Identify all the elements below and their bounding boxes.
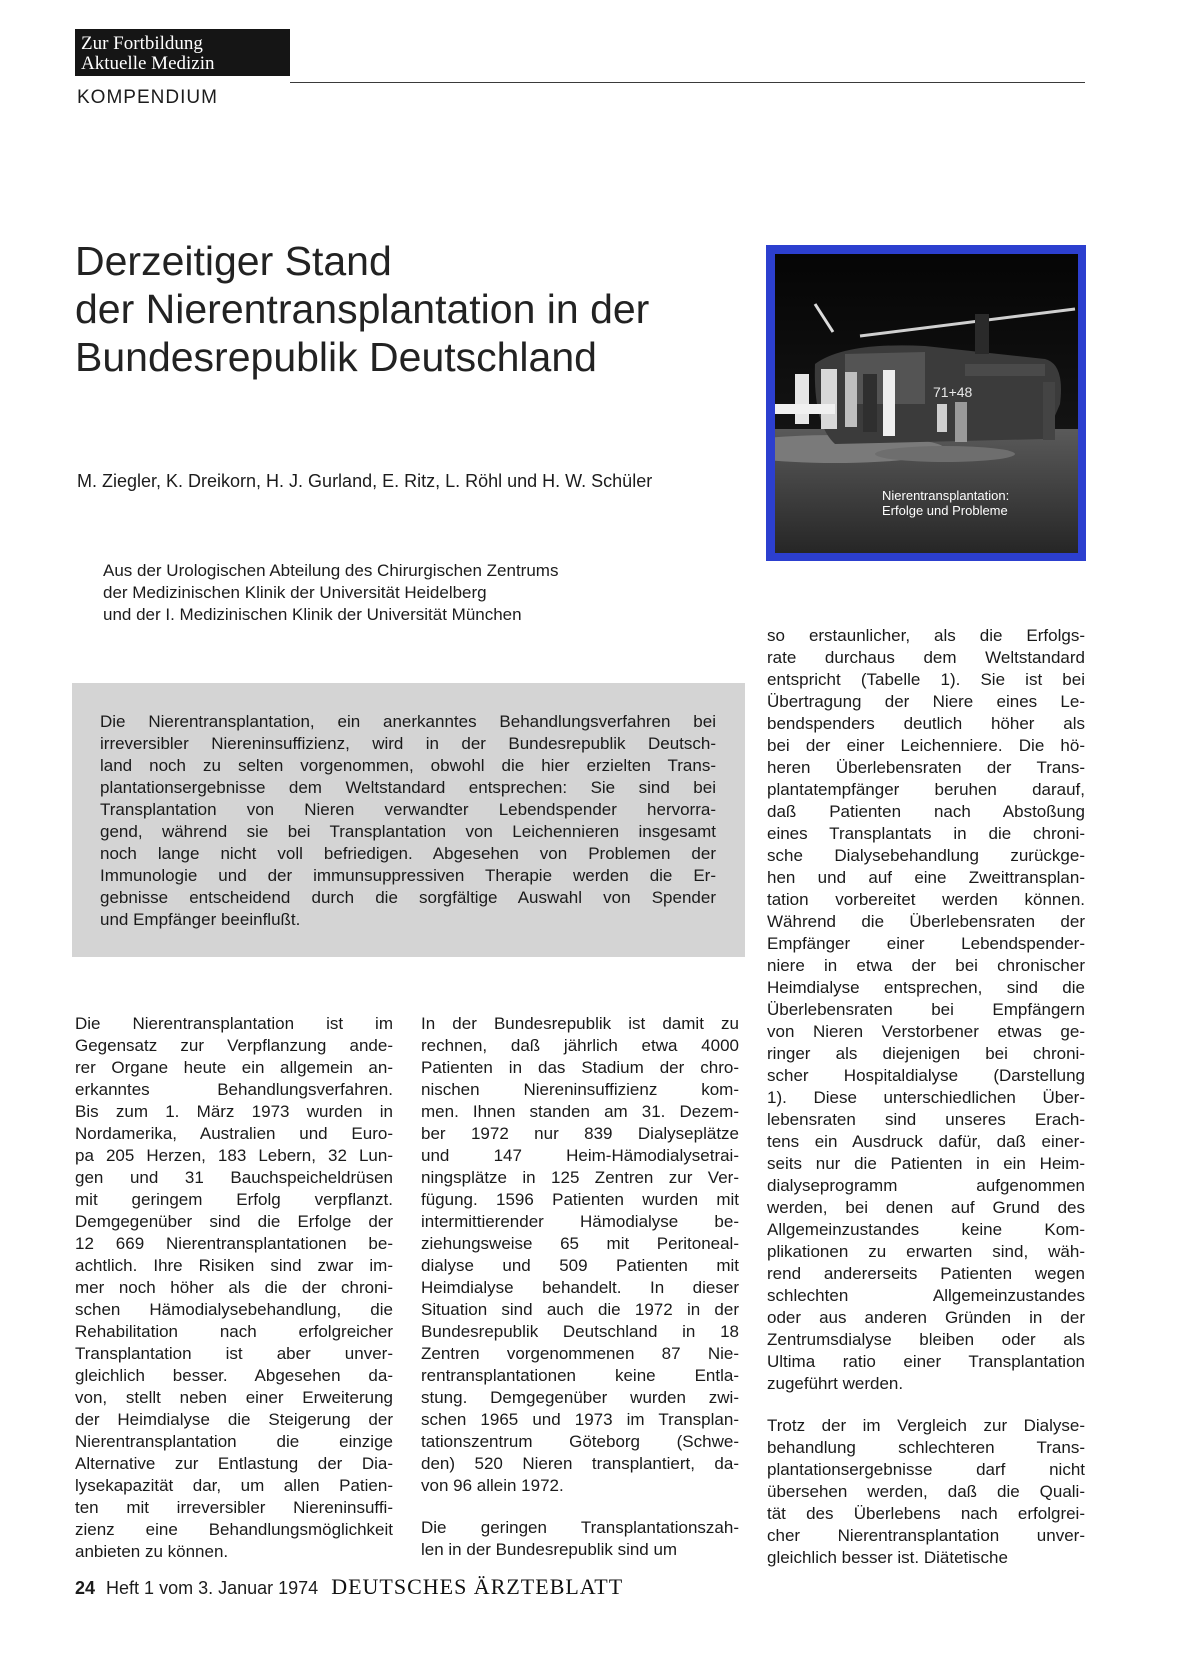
paragraph-gap xyxy=(421,1497,739,1517)
text-line: hen und auf eine Zweittransplan- xyxy=(767,868,1085,887)
text-line: 1). Diese unterschiedlichen Über- xyxy=(767,1088,1085,1107)
text-line: rentransplantationen keine Entla- xyxy=(421,1366,739,1385)
text-line: 12 669 Nierentransplantationen be- xyxy=(75,1234,393,1253)
text-line: eines Transplantats in die chroni- xyxy=(767,824,1085,843)
affiliation-line: und der I. Medizinischen Klinik der Universität München xyxy=(103,605,522,624)
text-line: den) 520 Nieren transplantiert, da- xyxy=(421,1454,739,1473)
text-line: schen Hämodialysebehandlung, die xyxy=(75,1300,393,1319)
text-line: ningsplätze in 125 Zentren zur Ver- xyxy=(421,1168,739,1187)
section-label: KOMPENDIUM xyxy=(77,87,218,108)
text-line: pa 205 Herzen, 183 Lebern, 32 Lun- xyxy=(75,1146,393,1165)
text-line: anbieten zu können. xyxy=(75,1542,229,1561)
abstract-line: Transplantation von Nieren verwandter Lebendspender hervorra- xyxy=(100,800,716,819)
text-line: tation vorbereitet werden können. xyxy=(767,890,1085,909)
affiliation xyxy=(103,560,558,626)
affiliation-line: Aus der Urologischen Abteilung des Chirurgischen Zentrums xyxy=(103,561,559,580)
article-title xyxy=(75,237,765,381)
text-line: gleichlich besser ist. Diätetische xyxy=(767,1548,1008,1567)
text-line: Die Nierentransplantation ist im xyxy=(75,1014,393,1033)
text-line: und 147 Heim-Hämodialysetrai- xyxy=(421,1146,739,1165)
text-line: Situation sind auch die 1972 in der xyxy=(421,1300,739,1319)
page-number: 24 xyxy=(75,1578,96,1598)
text-line: schlechten Allgemeinzustandes xyxy=(767,1286,1085,1305)
text-line: lysekapazität dar, um allen Patien- xyxy=(75,1476,393,1495)
text-line: scher Hospitaldialyse (Darstellung xyxy=(767,1066,1085,1085)
issue-info: Heft 1 vom 3. Januar 1974 xyxy=(106,1578,319,1598)
text-line: rate durchaus dem Weltstandard xyxy=(767,648,1085,667)
text-line: ringer als diejenigen bei chroni- xyxy=(767,1044,1085,1063)
tag-line-1: Zur Fortbildung xyxy=(81,33,203,54)
text-line: nischen Niereninsuffizienz kom- xyxy=(421,1080,739,1099)
caption-line: Nierentransplantation: xyxy=(882,488,1010,503)
text-line: ber 1972 nur 839 Dialyseplätze xyxy=(421,1124,739,1143)
body-column-2 xyxy=(421,1013,739,1561)
text-line: sche Dialysebehandlung zurückge- xyxy=(767,846,1085,865)
text-line: erkanntes Behandlungsverfahren. xyxy=(75,1080,393,1099)
text-line: mer noch höher als die der chroni- xyxy=(75,1278,393,1297)
text-line: rechnen, daß jährlich etwa 4000 xyxy=(421,1036,739,1055)
page-footer xyxy=(75,1574,623,1600)
abstract-line: noch lange nicht voll befriedigen. Abgesehen von Problemen der xyxy=(100,844,716,863)
authors: M. Ziegler, K. Dreikorn, H. J. Gurland, E. Ritz, L. Röhl und H. W. Schüler xyxy=(77,471,653,491)
text-line: bendspenders deutlich höher als xyxy=(767,714,1085,733)
abstract-box xyxy=(72,683,745,957)
abstract-line: Immunologie und der immunsuppressiven Therapie werden die Er- xyxy=(100,866,716,885)
text-line: mit geringem Erfolg verpflanzt. xyxy=(75,1190,393,1209)
text-line: fügung. 1596 Patienten wurden mit xyxy=(421,1190,739,1209)
text-line: so erstaunlicher, als die Erfolgs- xyxy=(767,626,1085,645)
text-line: Ultima ratio einer Transplantation xyxy=(767,1352,1085,1371)
text-line: achtlich. Ihre Risiken sind zwar im- xyxy=(75,1256,393,1275)
text-line: In der Bundesrepublik ist damit zu xyxy=(421,1014,739,1033)
text-line: dialyseprogramm aufgenommen xyxy=(767,1176,1085,1195)
text-line: Trotz der im Vergleich zur Dialyse- xyxy=(767,1416,1085,1435)
text-line: niere in etwa der bei chronischer xyxy=(767,956,1085,975)
aircraft-marking: 71+48 xyxy=(933,384,973,400)
paragraph-gap xyxy=(767,1395,1085,1415)
text-line: ten mit irreversibler Niereninsuffi- xyxy=(75,1498,393,1517)
tag-line-2: Aktuelle Medizin xyxy=(81,53,215,74)
text-line: Bis zum 1. März 1973 wurden in xyxy=(75,1102,393,1121)
text-line: Empfänger einer Lebendspender- xyxy=(767,934,1085,953)
abstract-line: gend, während sie bei Transplantation von Leichennieren insgesamt xyxy=(100,822,716,841)
text-line: Heimdialyse entsprechen, sind die xyxy=(767,978,1085,997)
abstract-line: land noch zu selten vorgenommen, obwohl die hier erzielten Trans- xyxy=(100,756,716,775)
text-line: tens ein Ausdruck dafür, daß einer- xyxy=(767,1132,1085,1151)
text-line: len in der Bundesrepublik sind um xyxy=(421,1540,678,1559)
text-line: ziehungsweise 65 mit Peritoneal- xyxy=(421,1234,739,1253)
text-line: bei der einer Leichenniere. Die hö- xyxy=(767,736,1085,755)
text-line: Allgemeinzustandes keine Kom- xyxy=(767,1220,1085,1239)
text-line: Rehabilitation nach erfolgreicher xyxy=(75,1322,393,1341)
photo-caption xyxy=(882,488,1009,518)
text-line: oder aus anderen Gründen in der xyxy=(767,1308,1085,1327)
text-line: entspricht (Tabelle 1). Sie ist bei xyxy=(767,670,1085,689)
text-line: Alternative zur Entlastung der Dia- xyxy=(75,1454,393,1473)
text-line: Patienten in das Stadium der chro- xyxy=(421,1058,739,1077)
text-line: zienz eine Behandlungsmöglichkeit xyxy=(75,1520,393,1539)
text-line: Zentren vorgenommenen 87 Nie- xyxy=(421,1344,739,1363)
body-column-3 xyxy=(767,625,1085,1569)
text-line: rend andererseits Patienten wegen xyxy=(767,1264,1085,1283)
text-line: plantationsergebnisse darf nicht xyxy=(767,1460,1085,1479)
text-line: gen und 31 Bauchspeicheldrüsen xyxy=(75,1168,393,1187)
text-line: stung. Demgegenüber wurden zwi- xyxy=(421,1388,739,1407)
abstract-text xyxy=(100,711,716,931)
text-line: übersehen werden, daß die Quali- xyxy=(767,1482,1085,1501)
abstract-line: irreversibler Niereninsuffizienz, wird in der Bundesrepublik Deutsch- xyxy=(100,734,716,753)
title-line: Derzeitiger Stand xyxy=(75,238,392,284)
text-line: Nordamerika, Australien und Euro- xyxy=(75,1124,393,1143)
text-line: rer Organe heute ein allgemein an- xyxy=(75,1058,393,1077)
text-line: seits nur die Patienten in ein Heim- xyxy=(767,1154,1085,1173)
abstract-line: Die Nierentransplantation, ein anerkanntes Behandlungsverfahren bei xyxy=(100,712,716,731)
text-line: plikationen zu erwarten sind, wäh- xyxy=(767,1242,1085,1261)
text-line: von 96 allein 1972. xyxy=(421,1476,564,1495)
header-rule xyxy=(290,82,1085,83)
body-column-1 xyxy=(75,1013,393,1563)
section-tag xyxy=(75,29,290,76)
text-line: schen 1965 und 1973 im Transplan- xyxy=(421,1410,739,1429)
caption-line: Erfolge und Probleme xyxy=(882,503,1008,518)
text-line: werden, bei denen auf Grund des xyxy=(767,1198,1085,1217)
text-line: cher Nierentransplantation unver- xyxy=(767,1526,1085,1545)
abstract-line: gebnisse entscheidend durch die sorgfältige Auswahl von Spender xyxy=(100,888,716,907)
text-line: Zentrumsdialyse bleiben oder als xyxy=(767,1330,1085,1349)
abstract-line: plantationsergebnisse dem Weltstandard entsprechen: Sie sind bei xyxy=(100,778,716,797)
text-line: Gegensatz zur Verpflanzung ande- xyxy=(75,1036,393,1055)
text-line: intermittierender Hämodialyse be- xyxy=(421,1212,739,1231)
text-line: Während die Überlebensraten der xyxy=(767,912,1085,931)
text-line: Nierentransplantation die einzige xyxy=(75,1432,393,1451)
affiliation-line: der Medizinischen Klinik der Universität Heidelberg xyxy=(103,583,487,602)
text-line: behandlung schlechteren Trans- xyxy=(767,1438,1085,1457)
text-line: der Heimdialyse die Steigerung der xyxy=(75,1410,393,1429)
text-line: von, stellt neben einer Erweiterung xyxy=(75,1388,393,1407)
text-line: tät des Überlebens nach erfolgrei- xyxy=(767,1504,1085,1523)
text-line: gleichlich besser. Abgesehen da- xyxy=(75,1366,393,1385)
text-line: dialyse und 509 Patienten mit xyxy=(421,1256,739,1275)
text-line: von Nieren Verstorbener etwas ge- xyxy=(767,1022,1085,1041)
magazine-name: DEUTSCHES ÄRZTEBLATT xyxy=(331,1574,624,1599)
text-line: lebensraten sind unseres Erach- xyxy=(767,1110,1085,1129)
text-line: Heimdialyse behandelt. In dieser xyxy=(421,1278,739,1297)
text-line: heren Überlebensraten der Trans- xyxy=(767,758,1085,777)
text-line: Die geringen Transplantationszah- xyxy=(421,1518,739,1537)
abstract-line: und Empfänger beeinflußt. xyxy=(100,910,301,929)
title-line: der Nierentransplantation in der xyxy=(75,286,650,332)
text-line: men. Ihnen standen am 31. Dezem- xyxy=(421,1102,739,1121)
text-line: plantatempfänger beruhen darauf, xyxy=(767,780,1085,799)
title-line: Bundesrepublik Deutschland xyxy=(75,334,597,380)
text-line: Überlebensraten bei Empfängern xyxy=(767,1000,1085,1019)
text-line: Übertragung der Niere eines Le- xyxy=(767,692,1085,711)
text-line: Transplantation ist aber unver- xyxy=(75,1344,393,1363)
text-line: Bundesrepublik Deutschland in 18 xyxy=(421,1322,739,1341)
text-line: Demgegenüber sind die Erfolge der xyxy=(75,1212,393,1231)
text-line: daß Patienten nach Abstoßung xyxy=(767,802,1085,821)
text-line: tationszentrum Göteborg (Schwe- xyxy=(421,1432,739,1451)
text-line: zugeführt werden. xyxy=(767,1374,904,1393)
